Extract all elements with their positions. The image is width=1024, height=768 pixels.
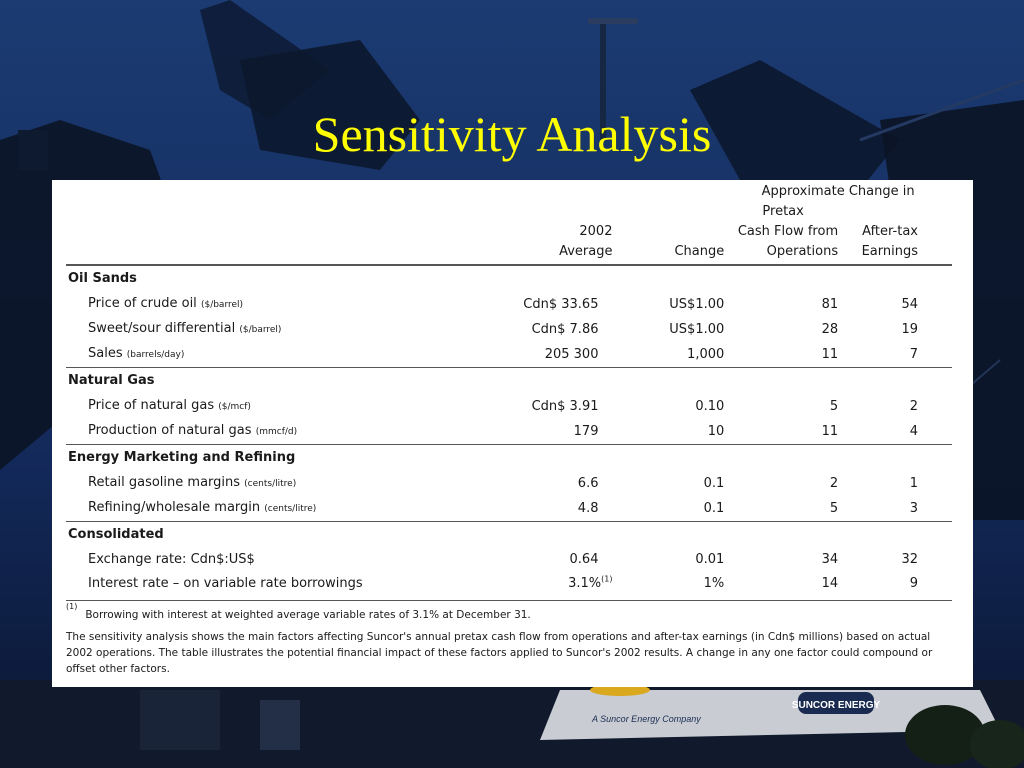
- cell-after-tax: 2: [909, 398, 918, 414]
- table-row: [66, 419, 952, 445]
- average-value: 6.6: [577, 475, 599, 491]
- header-after-tax: After-tax Earnings: [838, 222, 952, 265]
- row-unit: ($/mcf): [218, 402, 251, 412]
- average-value: 179: [573, 423, 599, 439]
- cell-change: 10: [707, 423, 725, 439]
- row-label-cell: [66, 471, 459, 496]
- row-label-cell: [66, 572, 459, 596]
- section-title: Oil Sands: [68, 271, 137, 286]
- header-change: Change: [612, 222, 724, 265]
- cell-cash-flow: 11: [821, 346, 839, 362]
- row-label-cell: [66, 548, 459, 572]
- row-label-cell: [66, 342, 459, 368]
- section-title: Energy Marketing and Refining: [66, 445, 952, 472]
- row-unit: (cents/litre): [244, 479, 297, 489]
- cell-2002-average: [459, 317, 612, 342]
- cell-change: 0.1: [703, 500, 725, 516]
- cell-2002-average: [459, 572, 612, 596]
- cell-after-tax: 9: [909, 576, 918, 591]
- section-header-row: [66, 445, 952, 472]
- sensitivity-table-panel: [52, 180, 973, 687]
- header-group-line1: Approximate Change in: [761, 184, 915, 199]
- row-label-cell: [66, 292, 459, 317]
- sensitivity-table: [66, 180, 952, 596]
- row-unit: (mmcf/d): [255, 427, 298, 437]
- row-label: Price of natural gas: [88, 398, 215, 413]
- cell-2002-average: [459, 419, 612, 445]
- table-row: [66, 496, 952, 522]
- cell-cash-flow: 5: [829, 500, 839, 516]
- cell-after-tax: 7: [909, 346, 918, 362]
- footnote-ref: (1): [601, 574, 613, 584]
- average-value: Cdn$ 3.91: [531, 398, 599, 414]
- row-label: Sweet/sour differential: [88, 321, 236, 336]
- header-cash-flow: Cash Flow from Operations: [724, 222, 838, 265]
- section-header-row: [66, 265, 952, 292]
- tagline-text: A Suncor Energy Company: [592, 714, 701, 724]
- cell-cash-flow: 2: [829, 475, 839, 491]
- cell-after-tax: 54: [901, 296, 918, 312]
- row-label-cell: [66, 394, 459, 419]
- row-label: Exchange rate: Cdn$:US$: [88, 552, 255, 567]
- average-value: 205 300: [544, 346, 599, 362]
- table-row: [66, 471, 952, 496]
- cell-after-tax: 32: [901, 552, 918, 567]
- cell-cash-flow: 14: [821, 576, 839, 591]
- cell-2002-average: [459, 548, 612, 572]
- section-title: Consolidated: [66, 522, 952, 549]
- cell-2002-average: [459, 394, 612, 419]
- average-value: 4.8: [577, 500, 599, 516]
- cell-2002-average: [459, 342, 612, 368]
- row-label-cell: [66, 419, 459, 445]
- table-row: [66, 548, 952, 572]
- row-label: Interest rate – on variable rate borrowings: [88, 576, 363, 591]
- section-title: Natural Gas: [66, 368, 952, 395]
- footnotes: [66, 602, 952, 677]
- cell-change: 1,000: [687, 346, 725, 362]
- footnote-1-text: Borrowing with interest at weighted average variable rates of 3.1% at December 31.: [85, 609, 531, 621]
- table-row: [66, 317, 952, 342]
- row-unit: ($/barrel): [239, 325, 282, 335]
- row-unit: (barrels/day): [126, 350, 185, 360]
- suncor-logo-text: SUNCOR ENERGY: [791, 700, 881, 711]
- cell-after-tax: 1: [909, 475, 918, 491]
- average-value: 3.1%: [568, 576, 602, 591]
- cell-change: 0.01: [695, 552, 725, 567]
- table-row: [66, 394, 952, 419]
- average-value: Cdn$ 33.65: [523, 296, 599, 312]
- footnote-2-text: The sensitivity analysis shows the main factors affecting Suncor's annual pretax cash flow from operations and after-tax earnings (in Cdn$ millions) based on actual 2002 operations. The table illustrates the potential financial impact of these factors applied to Suncor's 2002 results. A change in any one factor could compound or offset other factors.: [66, 631, 933, 675]
- cell-cash-flow: 11: [821, 423, 839, 439]
- header-group-line2: Pretax: [762, 204, 804, 219]
- row-label: Retail gasoline margins: [88, 475, 241, 490]
- row-label: Refining/wholesale margin: [88, 500, 261, 515]
- row-unit: ($/barrel): [200, 300, 244, 310]
- cell-cash-flow: 28: [821, 321, 839, 337]
- cell-cash-flow: 81: [821, 296, 839, 312]
- cell-change: 0.1: [703, 475, 725, 491]
- cell-change: US$1.00: [669, 321, 725, 337]
- row-label-cell: [66, 496, 459, 522]
- cell-change: 1%: [703, 576, 725, 591]
- cell-change: 0.10: [695, 398, 725, 414]
- table-row: [66, 342, 952, 368]
- table-row: [66, 572, 952, 596]
- footnote-1: [66, 602, 952, 623]
- table-body: [66, 265, 952, 596]
- row-label: Sales: [88, 346, 123, 361]
- cell-2002-average: [459, 292, 612, 317]
- cell-2002-average: [459, 496, 612, 522]
- average-value: Cdn$ 7.86: [531, 321, 599, 337]
- cell-after-tax: 4: [909, 423, 918, 439]
- cell-after-tax: 3: [909, 500, 918, 516]
- cell-change: US$1.00: [669, 296, 725, 312]
- section-header-row: [66, 368, 952, 395]
- footnote-mark: (1): [66, 602, 78, 611]
- row-label: Production of natural gas: [88, 423, 252, 438]
- cell-cash-flow: 5: [829, 398, 839, 414]
- cell-cash-flow: 34: [821, 552, 839, 567]
- row-label: Price of crude oil: [88, 296, 197, 311]
- slide-title: Sensitivity Analysis: [312, 106, 712, 162]
- average-value: 0.64: [569, 552, 599, 567]
- row-label-cell: [66, 317, 459, 342]
- row-unit: (cents/litre): [264, 504, 317, 514]
- header-approx-change-group: [724, 180, 952, 222]
- section-header-row: [66, 522, 952, 549]
- table-row: [66, 292, 952, 317]
- cell-after-tax: 19: [901, 321, 918, 337]
- cell-2002-average: [459, 471, 612, 496]
- table-bottom-rule: [66, 600, 952, 601]
- header-2002-average: 2002 Average: [459, 222, 612, 265]
